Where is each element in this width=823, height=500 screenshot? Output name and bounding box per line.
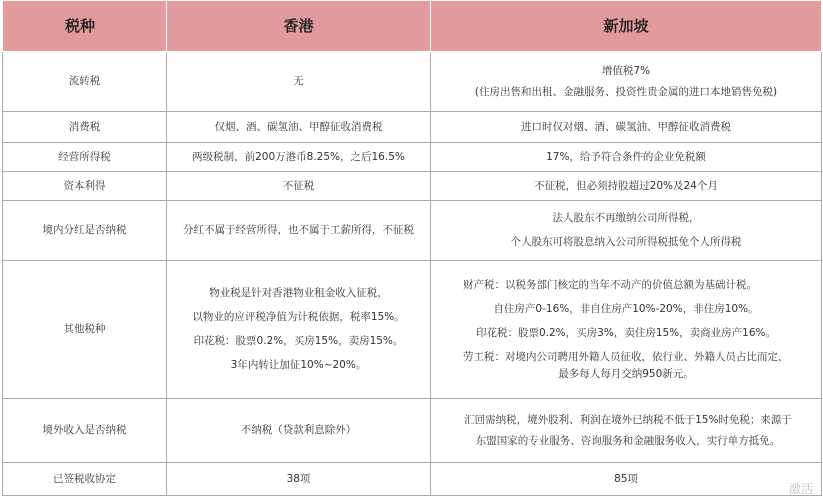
- cell-line: 物业税是针对香港物业租金收入征税，: [209, 287, 388, 299]
- row-label: 资本利得: [3, 172, 167, 201]
- cell-line: 以物业的应评税净值为计税依据，税率15%。: [192, 311, 405, 323]
- sg-cell: 进口时仅对烟、酒、碳氢油、甲醇征收消费税: [431, 112, 822, 143]
- row-label: 其他税种: [3, 261, 167, 399]
- hk-cell: [167, 261, 431, 399]
- row-label: 经营所得税: [3, 143, 167, 172]
- sg-cell: [431, 52, 822, 112]
- hk-cell: 分红不属于经营所得，也不属于工薪所得，不征税: [167, 201, 431, 261]
- cell-line: 印花税：股票0.2%，买房3%，卖住房15%，卖商业房产16%。: [475, 326, 776, 339]
- tax-comparison-table: [2, 0, 822, 496]
- table-row: [3, 261, 822, 399]
- cell-line: 最多每人每月交纳950新元。: [558, 367, 694, 380]
- header-hong-kong: 香港: [167, 1, 431, 52]
- cell-line: 自住房产0-16%，非自住房产10%-20%，非住房10%。: [493, 302, 759, 315]
- hk-cell: 38项: [167, 463, 431, 496]
- row-label: 境内分红是否纳税: [3, 201, 167, 261]
- cell-line: 印花税：股票0.2%，买房15%，卖房15%。: [193, 335, 404, 347]
- cell-line: 增值税7%: [601, 64, 651, 77]
- cell-line: 汇回需纳税，境外股利、利润在境外已纳税不低于15%时免税；来源于: [464, 413, 792, 426]
- cell-line: 3年内转让加征10%~20%。: [230, 359, 367, 371]
- hk-cell: 不征税: [167, 172, 431, 201]
- cell-line: 东盟国家的专业服务、咨询服务和金融服务收入，实行单方抵免。: [475, 434, 781, 447]
- sg-cell: [431, 399, 822, 463]
- hk-cell: 无: [167, 52, 431, 112]
- cell-line: 个人股东可将股息纳入公司所得税抵免个人所得税: [510, 236, 742, 248]
- sg-cell: 85项: [431, 463, 822, 496]
- table-row: [3, 399, 822, 463]
- cell-line: 法人股东不再缴纳公司所得税，: [552, 212, 700, 224]
- cell-line: (住房出售和出租、金融服务、投资性贵金属的进口本地销售免税): [474, 85, 778, 98]
- sg-cell: 不征税，但必须持股超过20%及24个月: [431, 172, 822, 201]
- table-row: [3, 463, 822, 496]
- sg-cell: 17%，给予符合条件的企业免税额: [431, 143, 822, 172]
- hk-cell: 两级税制，前200万港币8.25%，之后16.5%: [167, 143, 431, 172]
- header-tax-type: 税种: [3, 1, 167, 52]
- row-label: 已签税收协定: [3, 463, 167, 496]
- row-label: 境外收入是否纳税: [3, 399, 167, 463]
- row-label: 消费税: [3, 112, 167, 143]
- table-row: [3, 112, 822, 143]
- cell-line: 劳工税：对境内公司聘用外籍人员征收，依行业、外籍人员占比而定，: [463, 350, 789, 363]
- header-singapore: 新加坡: [431, 1, 822, 52]
- sg-cell: [431, 261, 822, 399]
- hk-cell: 不纳税（贷款利息除外）: [167, 399, 431, 463]
- hk-cell: 仅烟、酒、碳氢油、甲醇征收消费税: [167, 112, 431, 143]
- cell-line: 财产税：以税务部门核定的当年不动产的价值总额为基础计税。: [463, 278, 757, 291]
- sg-cell: [431, 201, 822, 261]
- table-row: [3, 172, 822, 201]
- table-header-row: [3, 1, 822, 52]
- activate-watermark: 激活: [788, 482, 813, 496]
- row-label: 流转税: [3, 52, 167, 112]
- table-row: [3, 52, 822, 112]
- table-row: [3, 143, 822, 172]
- table-row: [3, 201, 822, 261]
